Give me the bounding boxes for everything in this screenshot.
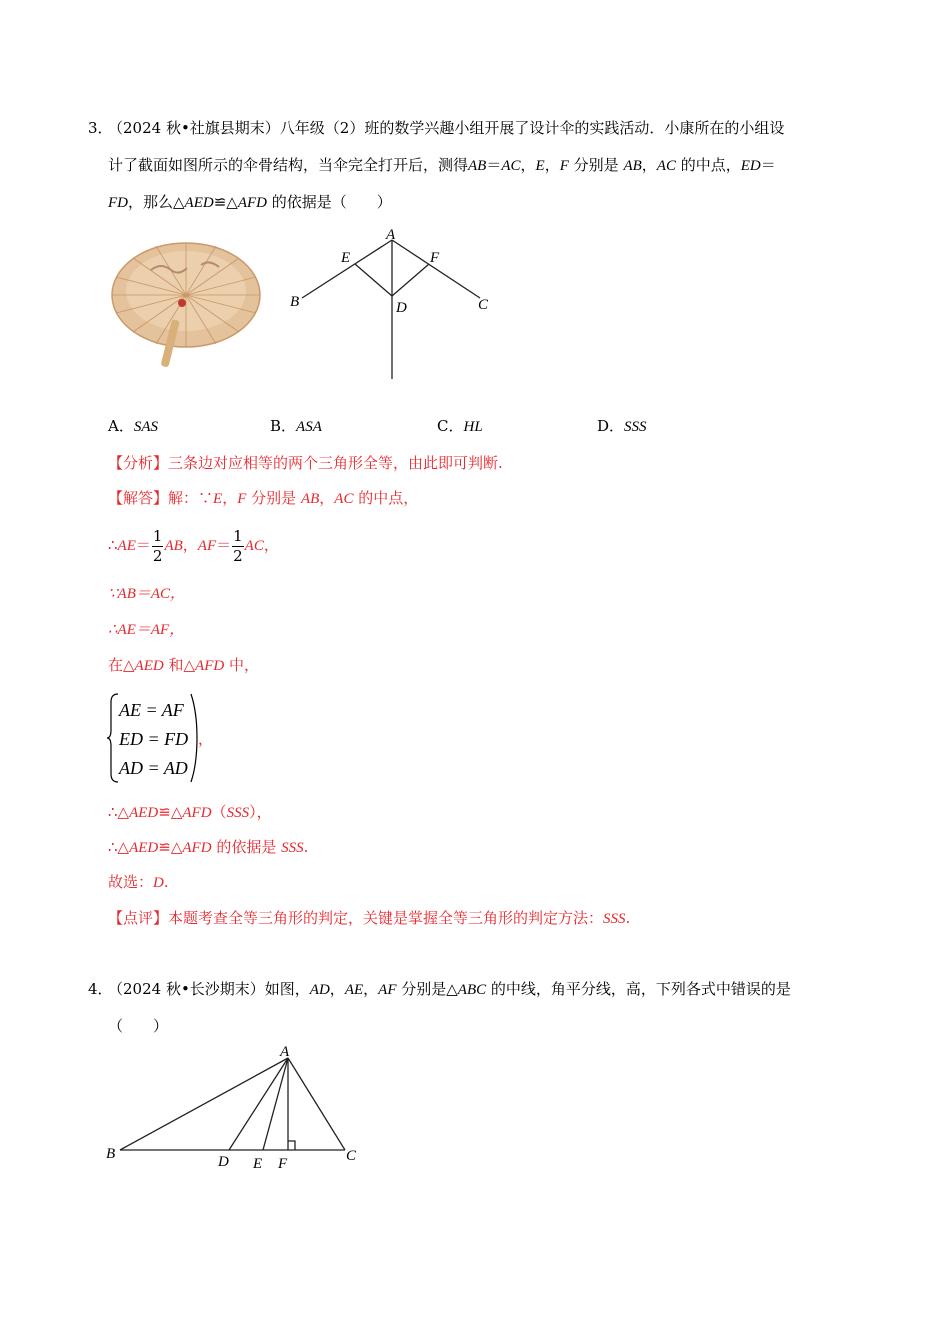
label-A: A (386, 227, 396, 243)
equation-ae-af: AE = AF (119, 700, 184, 720)
label-D: D (396, 300, 407, 316)
q3-choice: 故选：D. (108, 873, 169, 891)
q3-step-in-triangles: 在△AED 和△AFD 中， (108, 656, 259, 674)
q3-number: 3． (88, 119, 113, 137)
q3-step-ae-af: ∴AE＝AF， (108, 622, 185, 638)
q3-stem-line2: 计了截面如图所示的伞骨结构，当伞完全打开后，测得AB＝AC，E，F 分别是 AB，AC 的中点，ED＝ (108, 156, 776, 174)
label-C: C (346, 1148, 357, 1164)
equation-system (119, 696, 188, 783)
umbrella-photo (106, 225, 266, 375)
q3-step-ab-ac: ∵AB＝AC， (108, 586, 186, 602)
label-F: F (430, 250, 440, 266)
label-E: E (341, 250, 351, 266)
q3-option-c[interactable]: C．HL (437, 417, 483, 435)
system-comma: ， (198, 730, 214, 748)
q3-comment: 【点评】本题考查全等三角形的判定，关键是掌握全等三角形的判定方法：SSS. (108, 909, 631, 927)
label-A: A (280, 1044, 290, 1060)
q3-step-fractions: ∴AE＝ $\frac{1}{2}$ AB，AF＝ $\frac{1}{2}$ AC， (108, 526, 279, 565)
q3-stem-line3: FD，那么△AED≌△AFD 的依据是（ ） (108, 193, 392, 211)
triangle-diagram (100, 1040, 370, 1175)
label-B: B (290, 294, 300, 310)
q3-step-congruent: ∴△AED≌△AFD（SSS）， (108, 803, 272, 821)
q4-stem-line2: （ ） (108, 1017, 169, 1035)
q3-option-a[interactable]: A．SAS (108, 417, 159, 435)
q3-analysis: 【分析】三条边对应相等的两个三角形全等，由此即可判断. (108, 454, 503, 472)
equation-ed-fd: ED = FD (119, 729, 189, 749)
q3-option-d[interactable]: D．SSS (597, 417, 647, 435)
q3-step-basis: ∴△AED≌△AFD 的依据是 SSS. (108, 838, 309, 856)
q3-option-b[interactable]: B．ASA (270, 417, 322, 435)
umbrella-frame-diagram (282, 222, 502, 382)
q3-answer-intro: 【解答】解：∵E，F 分别是 AB，AC 的中点， (108, 489, 419, 507)
label-E: E (253, 1156, 263, 1172)
label-D: D (218, 1154, 229, 1170)
q4-stem-line1: （2024 秋•长沙期末）如图，AD，AE，AF 分别是△ABC 的中线，角平分线，高，下列各式中错误的是 (108, 980, 791, 998)
equation-ad-ad: AD = AD (119, 758, 188, 778)
label-B: B (106, 1146, 116, 1162)
label-C: C (478, 297, 489, 313)
system-brace (106, 692, 120, 784)
q4-number: 4． (88, 980, 113, 998)
label-F: F (278, 1156, 288, 1172)
q3-stem-line1: （2024 秋•社旗县期末）八年级（2）班的数学兴趣小组开展了设计伞的实践活动．小康所在的小组设 (108, 119, 785, 137)
